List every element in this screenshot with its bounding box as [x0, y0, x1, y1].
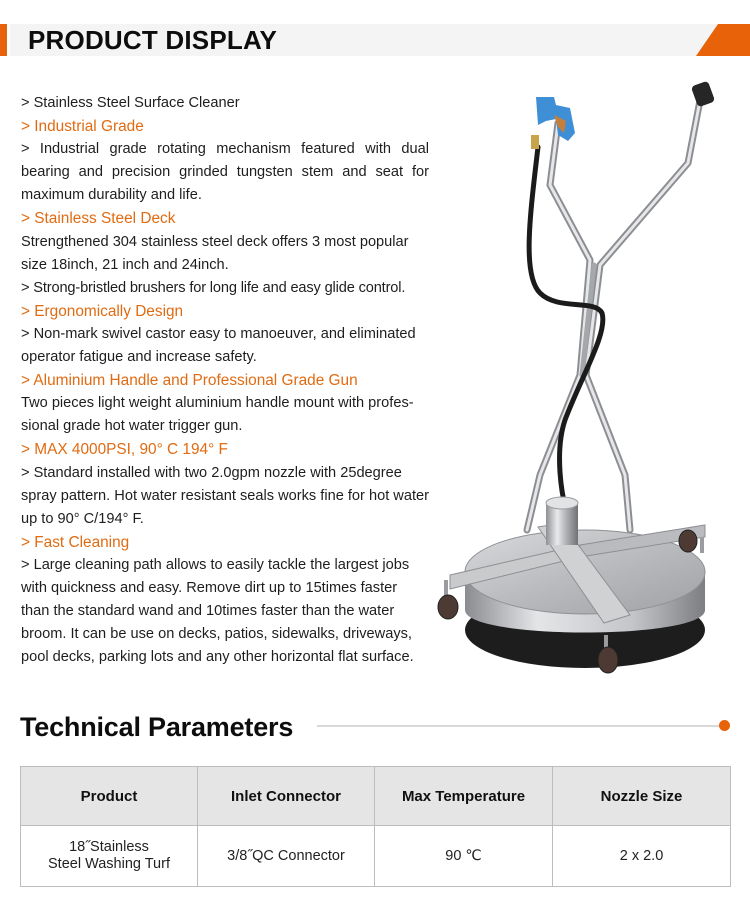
cell-product-line1: 18˝Stainless: [69, 839, 149, 855]
cell-nozzle-size: 2 x 2.0: [553, 826, 731, 887]
description-line: > Stainless Steel Surface Cleaner: [21, 95, 240, 111]
feature-heading-aluminium-handle: > Aluminium Handle and Professional Grade Gun: [21, 372, 358, 390]
section-title: PRODUCT DISPLAY: [28, 25, 278, 55]
product-description: [21, 92, 429, 669]
description-paragraph: > Non-mark swivel castor easy to manoeuver, and eliminated operator fatigue and increase safety.: [21, 325, 416, 366]
product-image: [430, 75, 730, 685]
handle-grip: [691, 81, 715, 108]
column-header-nozzle-size: Nozzle Size: [553, 767, 731, 826]
title-divider-dot: [719, 720, 730, 731]
column-header-max-temperature: Max Temperature: [375, 767, 553, 826]
header-accent-bar: [0, 24, 7, 56]
feature-heading-max-pressure-temp: > MAX 4000PSI, 90° C 194° F: [21, 441, 228, 459]
stainless-steel-deck: [450, 497, 705, 668]
cell-max-temperature: 90 ℃: [375, 826, 553, 887]
cell-product-line2: Steel Washing Turf: [48, 856, 170, 872]
tech-params-title: Technical Parameters: [20, 712, 294, 742]
header-corner-slant-decoration: [696, 24, 750, 56]
section-header-product-display: [0, 24, 750, 56]
table-row: [21, 826, 731, 887]
column-header-product: Product: [21, 767, 198, 826]
description-paragraph: > Industrial grade rotating mechanism featured with dual bearing and precision grinded tungsten stem and seat for maximum durability and life.: [21, 141, 429, 204]
description-paragraph: Strengthened 304 stainless steel deck offers 3 most popular size 18inch, 21 inch and 24inch.: [21, 233, 409, 273]
feature-heading-industrial-grade: > Industrial Grade: [21, 118, 144, 136]
aluminium-handle: [527, 90, 702, 530]
description-paragraph: > Large cleaning path allows to easily tackle the largest jobs with quickness and easy. Remove dirt up to 15times faster than the standard wand and 10times faster than the water broom. It can be use on decks, patios, sidewalks, driveways, pool decks, parking lots and any other horizontal flat surface.: [21, 556, 414, 666]
feature-heading-stainless-steel-deck: > Stainless Steel Deck: [21, 210, 176, 228]
cell-inlet-connector: 3/8˝QC Connector: [198, 826, 375, 887]
description-paragraph: Two pieces light weight aluminium handle mount with profes-sional grade hot water trigger gun.: [21, 395, 414, 435]
feature-heading-fast-cleaning: > Fast Cleaning: [21, 533, 130, 551]
description-paragraph: > Standard installed with two 2.0gpm nozzle with 25degree spray pattern. Hot water resistant seals works fine for hot water up to 90° C/194° F.: [21, 464, 429, 527]
feature-heading-ergonomically-design: > Ergonomically Design: [21, 302, 184, 320]
title-divider-line: [317, 725, 720, 727]
tech-params-table: [20, 766, 731, 887]
description-line: > Strong-bristled brushers for long life and easy glide control.: [21, 279, 406, 296]
cell-product: [21, 826, 198, 887]
column-header-inlet-connector: Inlet Connector: [198, 767, 375, 826]
table-header-row: [21, 767, 731, 826]
